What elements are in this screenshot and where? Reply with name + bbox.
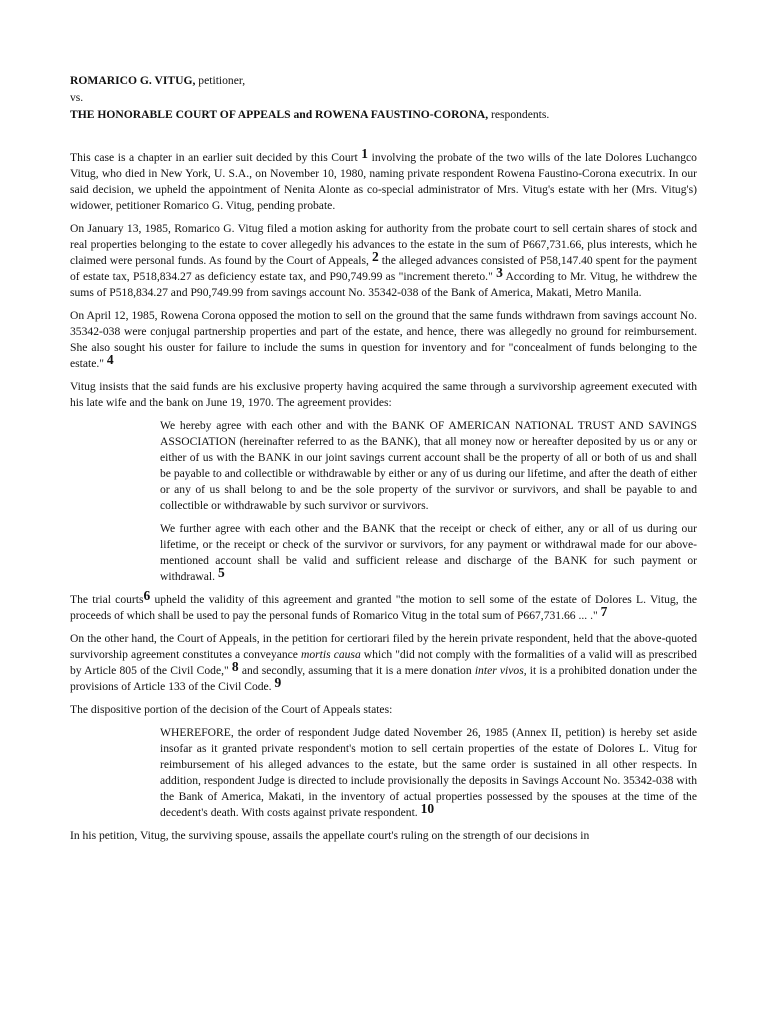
footnote-ref-7[interactable]: 7 <box>600 604 608 619</box>
petitioner-name: ROMARICO G. VITUG, <box>70 74 196 87</box>
case-caption <box>70 72 710 123</box>
paragraph-5 <box>70 588 698 624</box>
paragraph-2 <box>70 221 697 301</box>
text-span: This case is a chapter in an earlier suit decided by this Court <box>70 151 362 164</box>
text-span: According to Mr. Vitug, he withdrew the sums of P518,834.27 and P90,749.99 from savings account No. 35342-038 of the Bank of America, Makati, Metro Manila. <box>70 270 697 299</box>
block-quote-2 <box>160 521 697 585</box>
text-span: We further agree with each other and the BANK that the receipt or check of either, any or all of us during our lifetime, or the receipt or check of the survivor or survivors, for any payment or withdrawal made for our above-mentioned account shall be valid and sufficient release and discharge of the BANK for such payment or withdrawal. <box>160 522 697 583</box>
text-span: On April 12, 1985, Rowena Corona opposed the motion to sell on the ground that the same funds withdrawn from savings account No. 35342-038 were conjugal partnership properties and part of the estate, and hence, there was allegedly no ground for reimbursement. She also sought his ouster for failure to include the sums in question for inventory and for "concealment of funds belonging to the estate." <box>70 309 697 370</box>
text-span: and secondly, assuming that it is a mere donation <box>238 664 475 677</box>
respondents-line <box>70 106 710 123</box>
text-span: The trial courts <box>70 593 144 606</box>
text-span: it is a prohibited donation under the provisions of Article 133 of the Civil Code. <box>70 664 697 693</box>
paragraph-4 <box>70 379 697 411</box>
text-span: We hereby agree with each other and with the BANK OF AMERICAN NATIONAL TRUST AND SAVINGS ASSOCIATION (hereinafter referred to as the BANK), that all money now or hereafter deposited by us or any or either of us with the BANK in our joint savings current account shall be the property of all or both of us and shall be payable to and collectible or withdrawable by either or any of us during our lifetime, and after the death of either or any of us shall belong to and be the sole property of the survivor or survivors, and shall be payable to and collectible or withdrawable by such survivor or survivors. <box>160 419 697 512</box>
block-quote-1 <box>160 418 697 514</box>
text-span: On January 13, 1985, Romarico G. Vitug filed a motion asking for authority from the probate court to sell certain shares of stock and real properties belonging to the estate to cover allegedly his advances to the estate in the sum of P667,731.66, plus interests, which he claimed were personal funds. As found by the Court of Appeals, <box>70 222 697 267</box>
block-quote-3 <box>160 725 697 821</box>
text-span: The dispositive portion of the decision of the Court of Appeals states: <box>70 703 393 716</box>
footnote-ref-6[interactable]: 6 <box>143 588 151 603</box>
footnote-ref-10[interactable]: 10 <box>420 801 435 816</box>
footnote-ref-3[interactable]: 3 <box>496 265 503 280</box>
paragraph-1 <box>70 146 697 214</box>
footnote-ref-8[interactable]: 8 <box>231 659 239 674</box>
footnote-ref-1[interactable]: 1 <box>361 146 369 161</box>
text-span: which "did not comply with the formalities of a valid will as prescribed by Article 805 of the Civil Code," <box>70 648 697 677</box>
respondents-role: respondents. <box>488 108 550 121</box>
versus-line: vs. <box>70 91 84 104</box>
footnote-ref-4[interactable]: 4 <box>106 352 114 367</box>
text-span: the alleged advances consisted of P58,147.40 spent for the payment of estate tax, P518,834.27 as deficiency estate tax, and P90,749.99 as "increment thereto." <box>70 254 697 283</box>
paragraph-7 <box>70 702 697 718</box>
petitioner-line <box>70 72 710 89</box>
paragraph-8 <box>70 828 697 844</box>
text-span: WHEREFORE, the order of respondent Judge dated November 26, 1985 (Annex II, petition) is hereby set aside insofar as it granted private respondent's motion to sell certain properties of the estate of Dolores L. Vitug for reimbursement of his alleged advances to the estate, but the same order is sustained in all other respects. In addition, respondent Judge is directed to include provisionally the deposits in Savings Account No. 35342-038 with the Bank of America, Makati, in the inventory of actual properties possessed by the spouses at the time of the decedent's death. With costs against private respondent. <box>160 726 697 819</box>
footnote-ref-9[interactable]: 9 <box>274 675 282 690</box>
petitioner-role: petitioner, <box>195 74 246 87</box>
footnote-ref-2[interactable]: 2 <box>371 249 379 264</box>
decision-body <box>70 146 698 851</box>
text-span: upheld the validity of this agreement and granted "the motion to sell some of the estate of Dolores L. Vitug, the proceeds of which shall be used to pay the personal funds of Romarico Vitug in the total sum of P667,731.66 ... ." <box>70 593 698 622</box>
italic-term: mortis causa <box>301 648 361 661</box>
text-span: Vitug insists that the said funds are his exclusive property having acquired the same through a survivorship agreement executed with his late wife and the bank on June 19, 1970. The agreement provides: <box>70 380 697 409</box>
italic-term: inter vivos, <box>474 664 527 677</box>
paragraph-6 <box>70 631 697 695</box>
text-span: On the other hand, the Court of Appeals, in the petition for certiorari filed by the herein private respondent, held that the above-quoted survivorship agreement constitutes a conveyance <box>70 632 697 661</box>
paragraph-3 <box>70 308 697 372</box>
footnote-ref-5[interactable]: 5 <box>217 565 225 580</box>
respondents-name: THE HONORABLE COURT OF APPEALS and ROWENA FAUSTINO-CORONA, <box>70 108 489 121</box>
text-span: In his petition, Vitug, the surviving spouse, assails the appellate court's ruling on the strength of our decisions in <box>70 829 590 842</box>
text-span: involving the probate of the two wills of the late Dolores Luchangco Vitug, who died in New York, U. S.A., on November 10, 1980, naming private respondent Rowena Faustino-Corona executrix. In our said decision, we upheld the appointment of Nenita Alonte as co-special administrator of Mrs. Vitug's estate with her (Mrs. Vitug's) widower, petitioner Romarico G. Vitug, pending probate. <box>70 151 697 212</box>
